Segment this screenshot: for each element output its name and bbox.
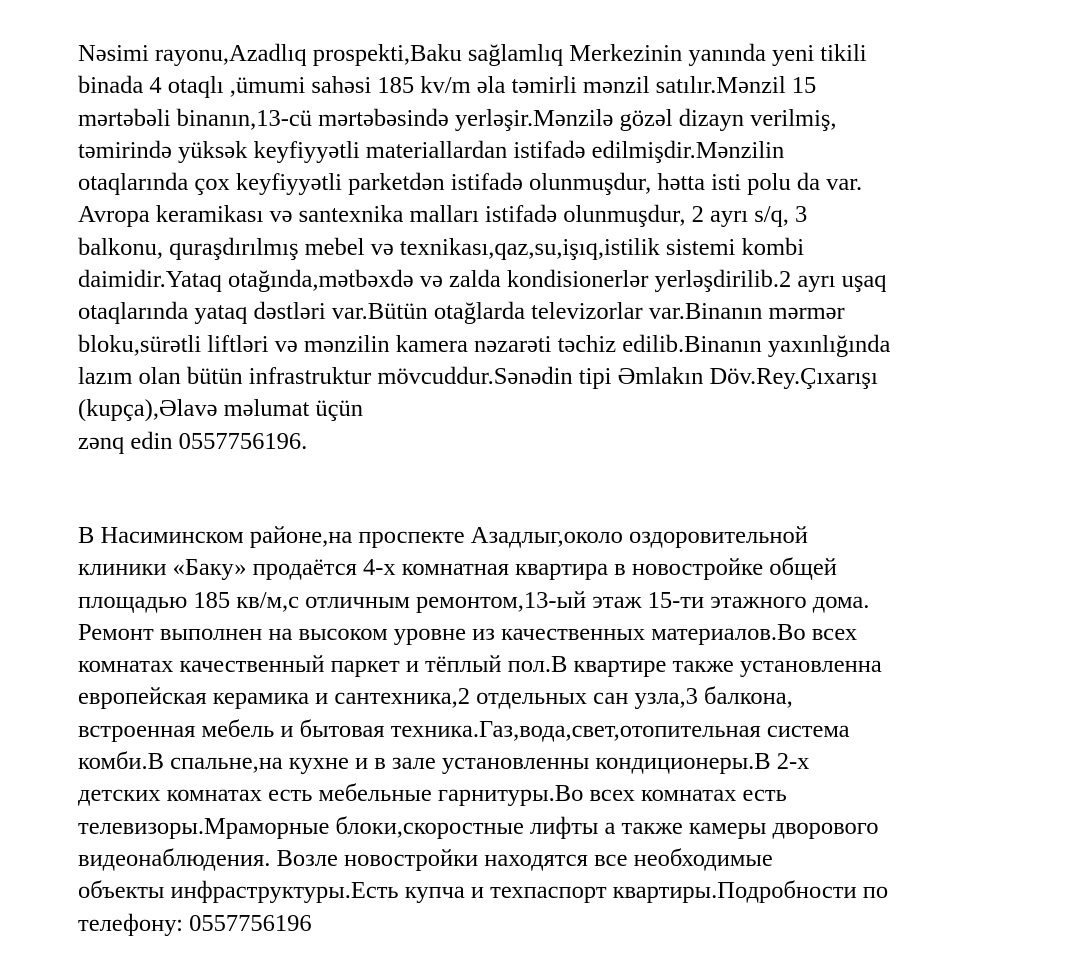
text-line: В Насиминском районе,на проспекте Азадлыг,около оздоровительной: [78, 522, 808, 549]
text-line: təmirində yüksək keyfiyyətli materiallardan istifadə edilmişdir.Mənzilin: [78, 136, 785, 164]
text-line: видеонаблюдения. Возле новостройки находятся все необходимые: [78, 844, 773, 872]
text-line: (kupça),Əlavə məlumat üçün: [78, 395, 364, 423]
text-line: daimidir.Yataq otağında,mətbəxdə və zalda kondisionerlər yerləşdirilib.2 ayrı uşaq: [78, 266, 887, 294]
text-line: mərtəbəli binanın,13-cü mərtəbəsində yerləşir.Mənzilə gözəl dizayn verilmiş,: [78, 104, 837, 132]
text-line: otaqlarında çox keyfiyyətli parketdən istifadə olunmuşdur, hətta isti polu da var.: [78, 169, 863, 197]
text-line: комнатах качественный паркет и тёплый пол.В квартире также установленна: [78, 651, 882, 679]
text-line: европейская керамика и сантехника,2 отдельных сан узла,3 балкона,: [78, 683, 793, 711]
text-line: объекты инфраструктуры.Есть купча и техпаспорт квартиры.Подробности по: [78, 877, 889, 905]
contact-line: zənq edin 0557756196.: [78, 427, 308, 455]
text-line: otaqlarında yataq dəstləri var.Bütün otağlarda televizorlar var.Binanın mərmər: [78, 298, 845, 326]
text-line: bloku,sürətli liftləri və mənzilin kamera nəzarəti təchiz edilib.Binanın yaxınlığında: [78, 330, 891, 358]
listing-text-azerbaijani: [78, 38, 890, 458]
text-line: клиники «Баку» продаётся 4-х комнатная квартира в новостройке общей: [78, 554, 837, 582]
text-line: Nəsimi rayonu,Azadlıq prospekti,Baku sağlamlıq Merkezinin yanında yeni tikili: [78, 40, 867, 67]
text-line: площадью 185 кв/м,с отличным ремонтом,13-ый этаж 15-ти этажного дома.: [78, 586, 870, 614]
contact-line: телефону: 0557756196: [78, 909, 312, 937]
text-line: телевизоры.Мраморные блоки,скоростные лифты а также камеры дворового: [78, 812, 879, 840]
text-line: binada 4 otaqlı ,ümumi sahəsi 185 kv/m əla təmirli mənzil satılır.Mənzil 15: [78, 72, 817, 100]
text-line: встроенная мебель и бытовая техника.Газ,вода,свет,отопительная система: [78, 715, 850, 743]
text-line: lazım olan bütün infrastruktur mövcuddur.Sənədin tipi Əmlakın Döv.Rey.Çıxarışı: [78, 362, 878, 390]
text-line: Avropa keramikası və santexnika malları istifadə olunmuşdur, 2 ayrı s/q, 3: [78, 201, 808, 229]
text-line: комби.В спальне,на кухне и в зале установленны кондиционеры.В 2-х: [78, 748, 810, 776]
text-line: Ремонт выполнен на высоком уровне из качественных материалов.Во всех: [78, 618, 858, 646]
text-line: детских комнатах есть мебельные гарнитуры.Во всех комнатах есть: [78, 780, 787, 808]
listing-text-russian: [78, 520, 888, 940]
text-line: balkonu, quraşdırılmış mebel və texnikası,qaz,su,işıq,istilik sistemi kombi: [78, 233, 805, 261]
